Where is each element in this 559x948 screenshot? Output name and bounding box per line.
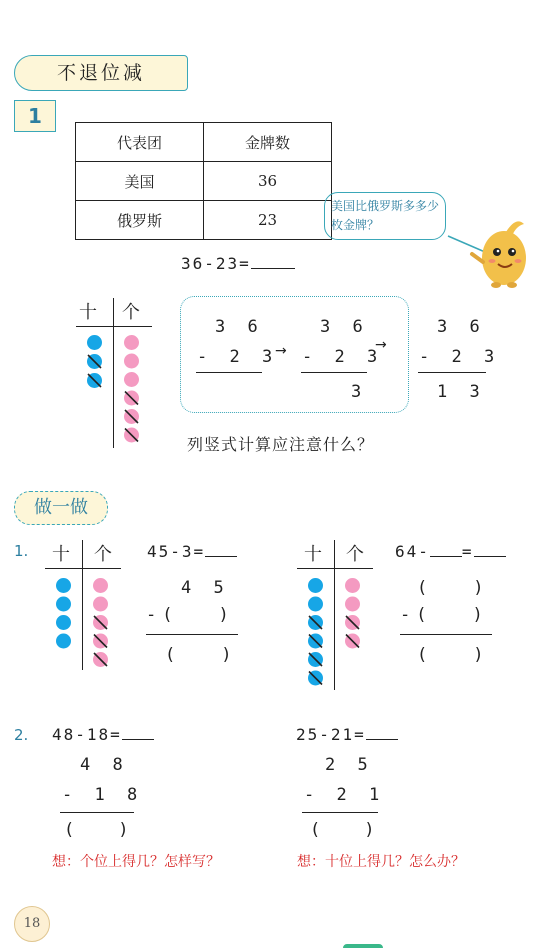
- q2b-top: 2 5: [325, 755, 374, 775]
- table-cell: 俄罗斯: [76, 201, 204, 240]
- ones-dots: [93, 578, 108, 670]
- tens-dots: [308, 578, 323, 690]
- paren-close: ): [218, 605, 235, 625]
- question-number: 2.: [14, 726, 29, 744]
- q1a-equation: [147, 542, 237, 561]
- q2a-equation: [52, 725, 154, 744]
- table-cell: 36: [204, 162, 332, 201]
- minus-sign: -: [146, 605, 163, 625]
- arrow-icon: →: [375, 337, 387, 353]
- paren-open: (: [64, 820, 81, 840]
- q1a-line: [146, 634, 238, 635]
- step3-result: 1 3: [437, 382, 486, 402]
- q2b-sub: - 2 1: [304, 785, 386, 805]
- step1-top: 3 6: [215, 317, 264, 337]
- footer-decoration: [343, 944, 383, 948]
- q2b-result: [310, 820, 381, 840]
- step2-result: 3: [351, 382, 368, 402]
- q2a-top: 4 8: [80, 755, 129, 775]
- crossed-tens-dots: [87, 354, 102, 390]
- place-value-chart: [297, 540, 373, 690]
- medal-table: [75, 122, 332, 240]
- step2-top: 3 6: [320, 317, 369, 337]
- step2-sub: - 2 3: [302, 347, 384, 367]
- table-header: 代表团: [76, 123, 204, 162]
- minus-sign: -: [400, 605, 417, 625]
- paren-close: ): [473, 578, 490, 598]
- ones-header: 个: [122, 302, 140, 323]
- q1b-minus-row: [400, 605, 489, 625]
- equals-sign: =: [461, 542, 474, 561]
- paren-close: ): [472, 605, 489, 625]
- hint-right: 想：十位上得几？怎么办？: [297, 854, 465, 870]
- answer-blank: [474, 542, 506, 557]
- q1b-result: [417, 645, 490, 665]
- paren-close: ): [364, 820, 381, 840]
- example-number: 1: [14, 100, 56, 132]
- table-row: [76, 201, 332, 240]
- q1a-top: 4 5: [181, 578, 230, 598]
- step3-line: [418, 372, 486, 373]
- paren-open: (: [417, 645, 434, 665]
- hint-left: 想：个位上得几？怎样写？: [52, 854, 220, 870]
- page-number: 18: [14, 906, 50, 942]
- potato-mascot-icon: [440, 208, 540, 290]
- chart-divider: [82, 540, 83, 670]
- tens-dots: [56, 578, 71, 653]
- arrow-icon: →: [275, 343, 287, 359]
- tens-header: 十: [79, 302, 97, 323]
- q2a-sub: - 1 8: [62, 785, 144, 805]
- step2-line: [301, 372, 367, 373]
- answer-blank: [251, 254, 295, 269]
- q2a-line: [60, 812, 134, 813]
- step3-top: 3 6: [437, 317, 486, 337]
- place-value-chart: [76, 298, 152, 448]
- q1b-line: [400, 634, 492, 635]
- question-text: 列竖式计算应注意什么？: [187, 435, 375, 454]
- table-header-row: [76, 123, 332, 162]
- paren-close: ): [473, 645, 490, 665]
- step3-sub: - 2 3: [419, 347, 501, 367]
- main-equation: [181, 254, 295, 273]
- step1-sub: - 2 3: [197, 347, 279, 367]
- paren-open: (: [417, 578, 434, 598]
- answer-blank: [366, 725, 398, 740]
- section-title: 不退位减: [14, 55, 188, 91]
- tens-header: 十: [52, 544, 70, 565]
- ones-header: 个: [346, 544, 364, 565]
- equation-text: 45-3=: [147, 542, 206, 561]
- chart-divider: [334, 540, 335, 690]
- equation-text: 64-: [395, 542, 430, 561]
- table-header: 金牌数: [204, 123, 332, 162]
- q2a-result: [64, 820, 135, 840]
- tens-header: 十: [304, 544, 322, 565]
- q1b-equation: [395, 542, 506, 561]
- ones-dots: [345, 578, 360, 653]
- table-cell: 美国: [76, 162, 204, 201]
- practice-title: 做一做: [14, 491, 108, 525]
- paren-open: (: [310, 820, 327, 840]
- answer-blank: [122, 725, 154, 740]
- table-row: [76, 162, 332, 201]
- table-cell: 23: [204, 201, 332, 240]
- tens-dot: [87, 335, 102, 350]
- q2b-equation: [296, 725, 398, 744]
- q1b-top: [417, 578, 490, 598]
- step1-line: [196, 372, 262, 373]
- chart-divider: [113, 298, 114, 448]
- answer-blank: [205, 542, 237, 557]
- question-number: 1.: [14, 542, 29, 560]
- equation-text: 25-21=: [296, 725, 366, 744]
- equation-text: 36-23=: [181, 254, 251, 273]
- q1a-minus-row: [146, 605, 235, 625]
- paren-open: (: [165, 645, 182, 665]
- ones-header: 个: [94, 544, 112, 565]
- place-value-chart: [45, 540, 121, 670]
- q2b-line: [302, 812, 378, 813]
- answer-blank: [430, 542, 462, 557]
- paren-open: (: [162, 605, 179, 625]
- equation-text: 48-18=: [52, 725, 122, 744]
- paren-close: ): [118, 820, 135, 840]
- q1a-result: [165, 645, 238, 665]
- paren-close: ): [221, 645, 238, 665]
- paren-open: (: [416, 605, 433, 625]
- ones-dots: [124, 335, 139, 445]
- speech-bubble: 美国比俄罗斯多多少枚金牌？: [324, 192, 446, 240]
